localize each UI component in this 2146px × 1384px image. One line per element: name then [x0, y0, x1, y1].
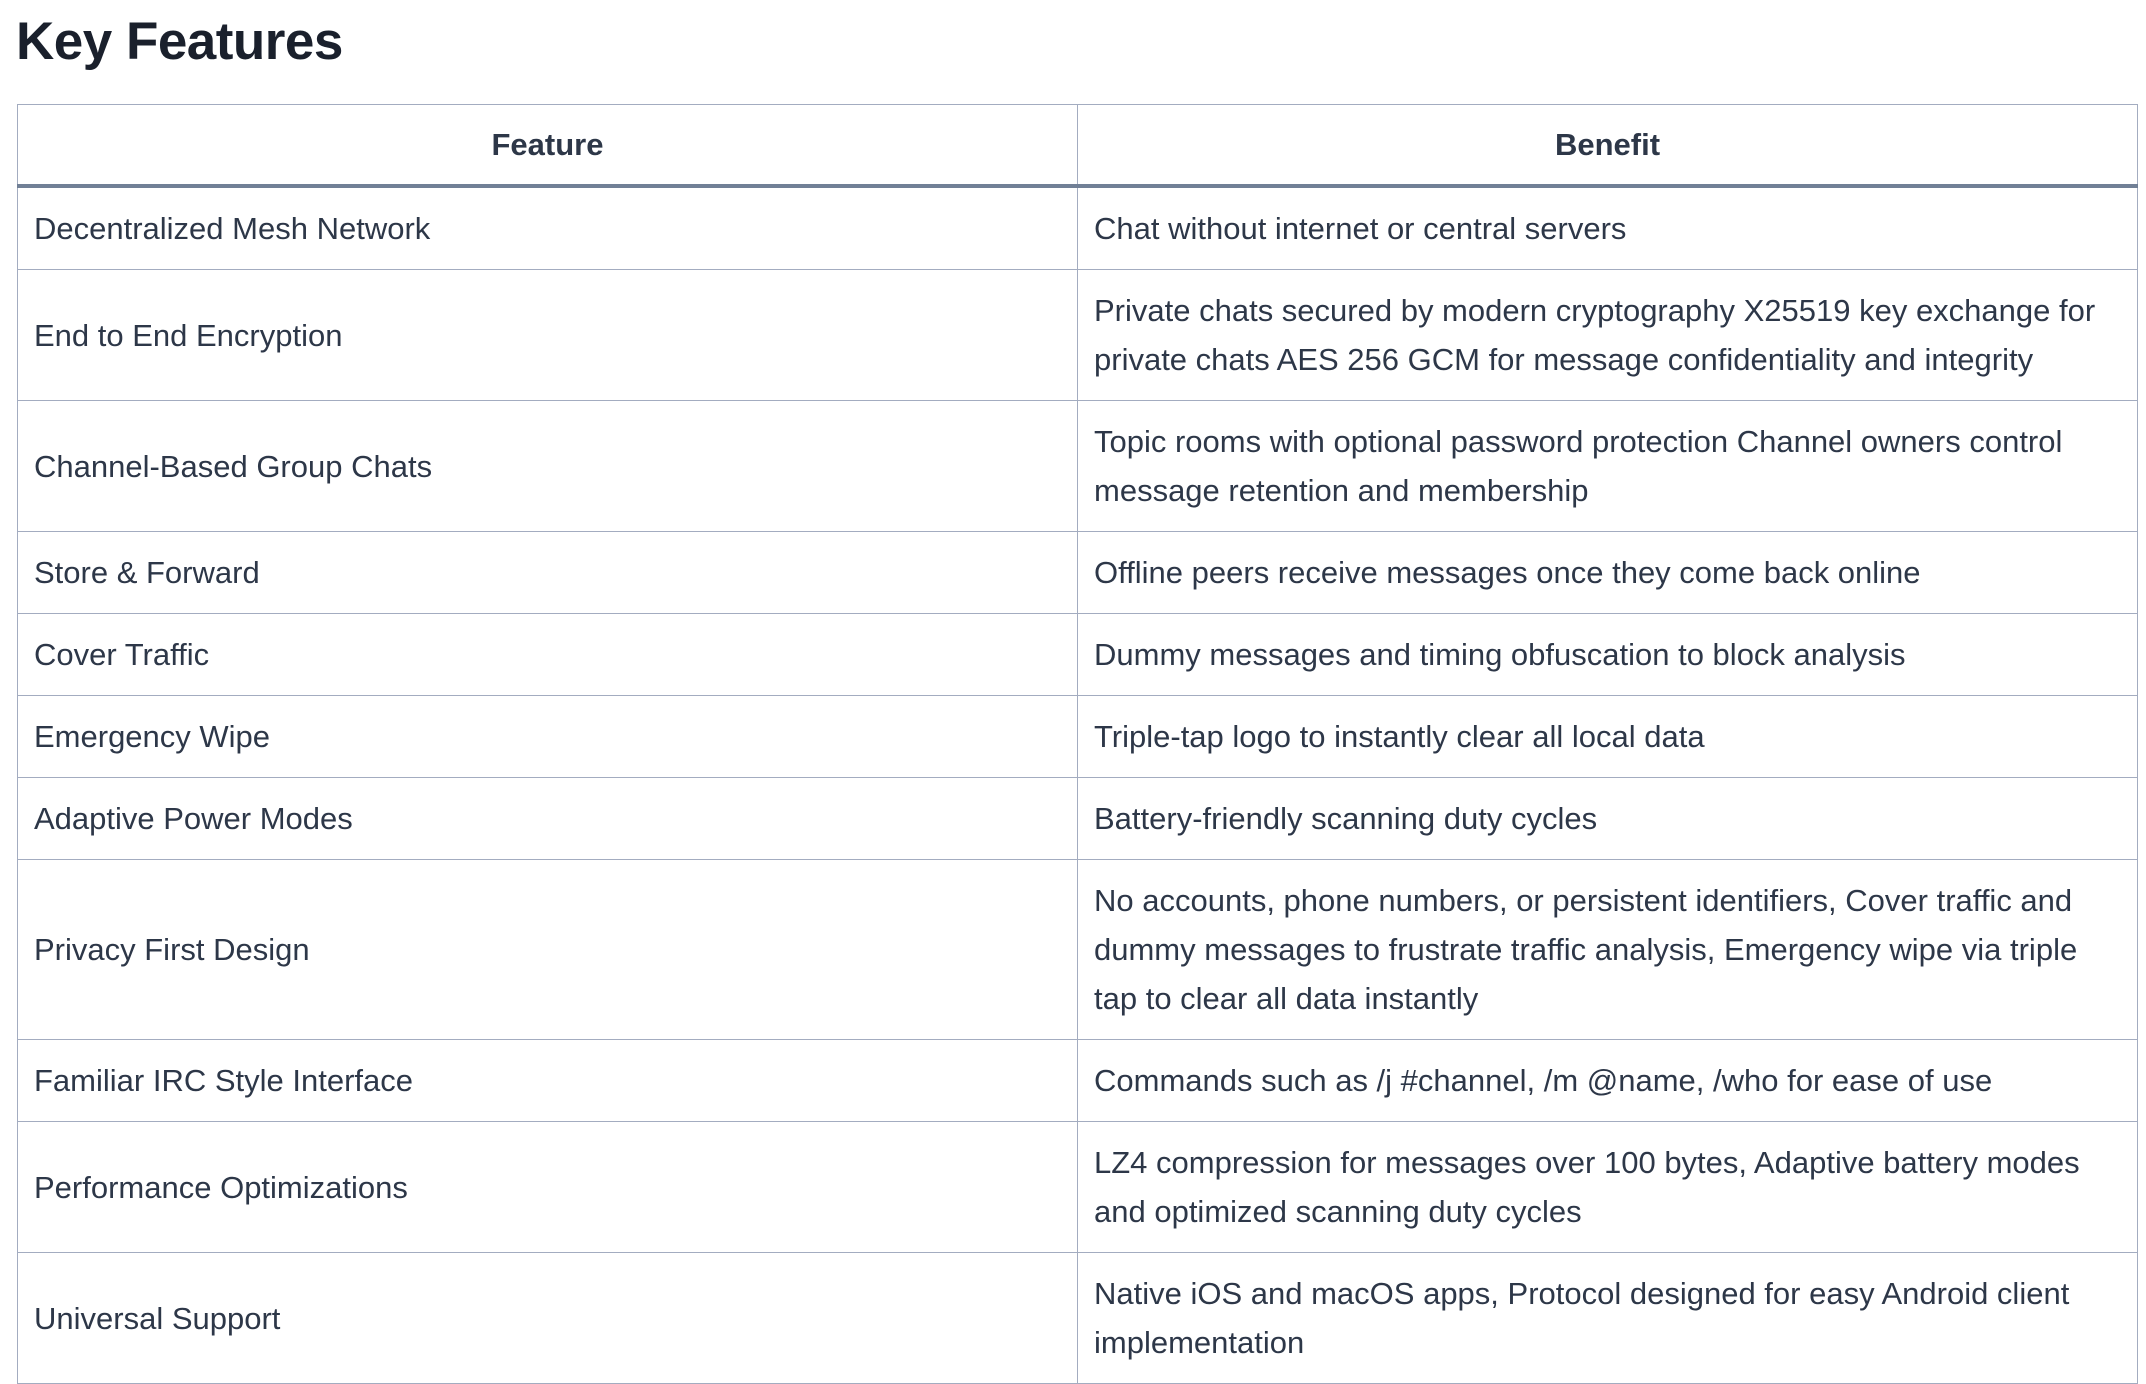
feature-cell: Familiar IRC Style Interface — [18, 1040, 1078, 1122]
feature-cell: Emergency Wipe — [18, 696, 1078, 778]
feature-cell: Adaptive Power Modes — [18, 778, 1078, 860]
benefit-cell: Dummy messages and timing obfuscation to block analysis — [1078, 614, 2138, 696]
benefit-cell: Topic rooms with optional password protection Channel owners control message retention and membership — [1078, 401, 2138, 532]
feature-cell: End to End Encryption — [18, 270, 1078, 401]
benefit-cell: Battery-friendly scanning duty cycles — [1078, 778, 2138, 860]
table-row — [18, 614, 2138, 696]
feature-cell: Channel-Based Group Chats — [18, 401, 1078, 532]
feature-cell: Performance Optimizations — [18, 1122, 1078, 1253]
column-header-feature: Feature — [18, 105, 1078, 187]
column-header-benefit: Benefit — [1078, 105, 2138, 187]
benefit-cell: No accounts, phone numbers, or persistent identifiers, Cover traffic and dummy messages to frustrate traffic analysis, Emergency wipe via triple tap to clear all data instantly — [1078, 860, 2138, 1040]
table-row — [18, 401, 2138, 532]
features-table — [17, 104, 2138, 1384]
table-row — [18, 1040, 2138, 1122]
page-title: Key Features — [16, 12, 343, 71]
benefit-cell: Commands such as /j #channel, /m @name, /who for ease of use — [1078, 1040, 2138, 1122]
table-row — [18, 860, 2138, 1040]
table-row — [18, 1122, 2138, 1253]
feature-cell: Store & Forward — [18, 532, 1078, 614]
feature-cell: Universal Support — [18, 1253, 1078, 1384]
benefit-cell: Private chats secured by modern cryptography X25519 key exchange for private chats AES 256 GCM for message confidentiality and integrity — [1078, 270, 2138, 401]
table-row — [18, 186, 2138, 270]
table-row — [18, 778, 2138, 860]
table-row — [18, 270, 2138, 401]
feature-cell: Decentralized Mesh Network — [18, 186, 1078, 270]
benefit-cell: Triple-tap logo to instantly clear all local data — [1078, 696, 2138, 778]
feature-cell: Privacy First Design — [18, 860, 1078, 1040]
benefit-cell: LZ4 compression for messages over 100 bytes, Adaptive battery modes and optimized scanning duty cycles — [1078, 1122, 2138, 1253]
benefit-cell: Native iOS and macOS apps, Protocol designed for easy Android client implementation — [1078, 1253, 2138, 1384]
benefit-cell: Chat without internet or central servers — [1078, 186, 2138, 270]
table-header-row — [18, 105, 2138, 187]
table-row — [18, 1253, 2138, 1384]
table-row — [18, 696, 2138, 778]
benefit-cell: Offline peers receive messages once they come back online — [1078, 532, 2138, 614]
table-row — [18, 532, 2138, 614]
feature-cell: Cover Traffic — [18, 614, 1078, 696]
